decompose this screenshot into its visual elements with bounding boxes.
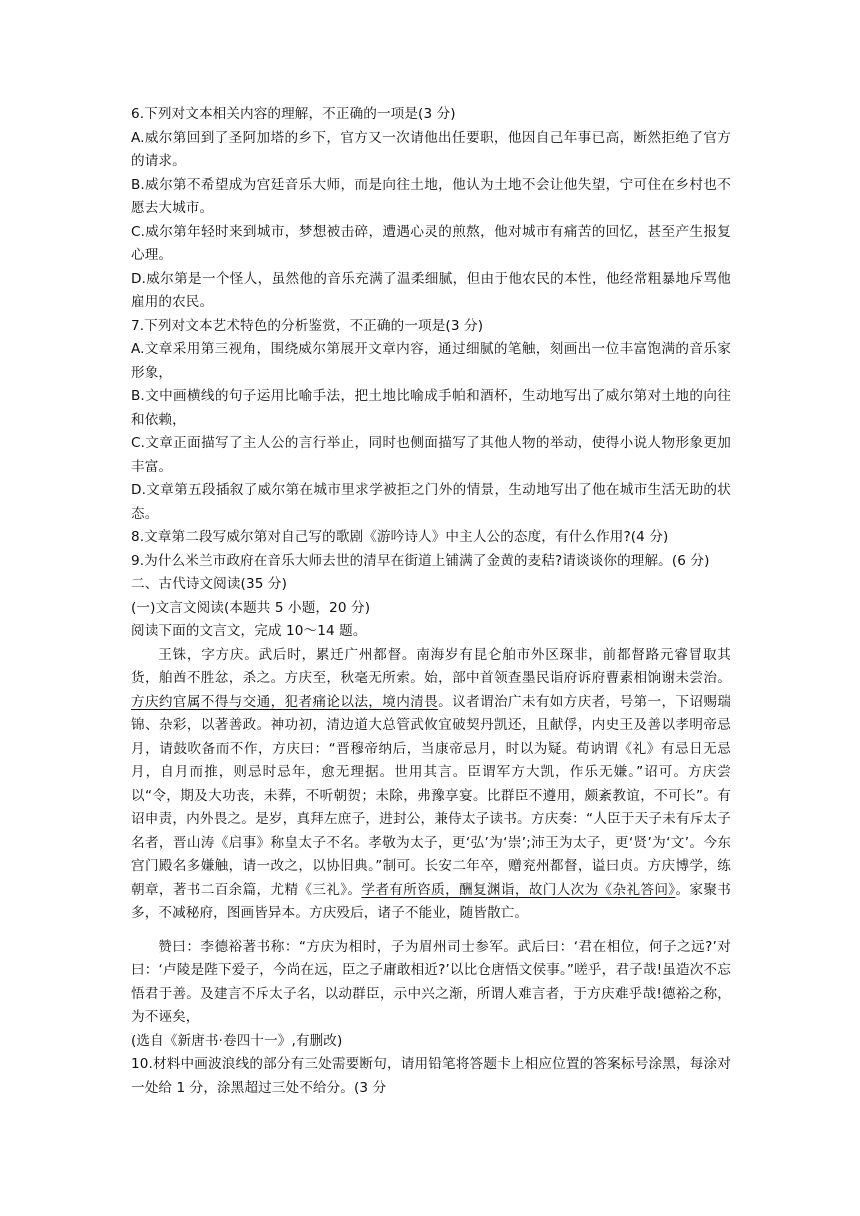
question-8: 8.文章第二段写威尔第对自己写的歌剧《游吟诗人》中主人公的态度，有什么作用?(4 分)	[131, 529, 669, 545]
question-9: 9.为什么米兰市政府在音乐大师去世的清早在街道上铺满了金黄的麦秸?请谈谈你的理解。(6 分)	[131, 552, 710, 569]
subsection-heading: (一)文言文阅读(本题共 5 小题，20 分)	[131, 599, 371, 616]
question-7-option-d: D.文章第五段插叙了威尔第在城市里求学被拒之门外的情景，生动地写出了他在城市生活无助的状态。	[131, 482, 731, 522]
passage-source: (选自《新唐书·卷四十一》,有删改)	[131, 1032, 343, 1049]
reading-instruction: 阅读下面的文言文，完成 10～14 题。	[131, 623, 367, 639]
question-7-option-b: B.文中画横线的句子运用比喻手法，把土地比喻成手帕和酒杯，生动地写出了威尔第对土地的向往和依赖，	[131, 388, 731, 428]
question-6-option-b: B.威尔第不希望成为宫廷音乐大师，而是向往土地，他认为土地不会让他失望，宁可住在乡村也不愿去大城市。	[131, 176, 731, 216]
question-6-option-c: C.威尔第年轻时来到城市，梦想被击碎，遭遇心灵的煎熬，他对城市有痛苦的回忆，甚至产生报复心理。	[131, 223, 731, 263]
question-6-stem: 6.下列对文本相关内容的理解，不正确的一项是(3 分)	[131, 106, 456, 122]
underlined-sentence-1: 方庆约官属不得与交通，犯者痛论以法，境内清畏	[131, 693, 439, 710]
question-7-option-c: C.文章正面描写了主人公的言行举止，同时也侧面描写了其他人物的举动，使得小说人物形象更加丰富。	[131, 435, 731, 475]
passage-text-1: 王铢，字方庆。武后时，累迁广州都督。南海岁有昆仑舶市外区琛非，前都督路元睿冒取其货，舶酋不胜忿，杀之。方庆至，秋毫无所索。始，部中首领查墨民诣府诉府曹素相饷谢未尝治。	[131, 646, 731, 686]
document-content	[131, 103, 731, 1100]
passage-text-3: 。家聚书多，不减秘府，图画皆异本。方庆殁后，诸子不能业，随皆散亡。	[131, 881, 731, 921]
question-7-option-a: A.文章采用第三视角，围绕威尔第展开文章内容，通过细腻的笔触，刻画出一位丰富饱满的音乐家形象，	[131, 341, 731, 381]
classical-passage	[131, 644, 731, 926]
underlined-sentence-2: 学者有所咨质，酬复渊诣，故门人次为《杂礼答问》	[361, 881, 676, 898]
commentary-paragraph: 赞曰：李德裕著书称：“方庆为相时，子为眉州司士参军。武后曰：‘君在相位，何子之远?’对曰：‘卢陵是陛下爱子，今尚在远，臣之子庸敢相近?’以比仓唐悟文侯事。”嗟乎，君子哉!虽造次不忘悟君于善。及建言不斥太子名，以动群臣，示中兴之渐，所谓人难言者，于方庆难乎哉!德裕之称，为不诬矣，	[131, 938, 731, 1025]
section-heading: 二、古代诗文阅读(35 分)	[131, 576, 287, 592]
passage-text-2: 。议者谓治广未有如方庆者，号第一，下诏赐瑞锦、杂彩，以著善政。神功初，清边道大总管武攸宜破契丹凯还，且献俘，内史王及善以孝明帝忌月，请鼓吹备而不作，方庆曰：“晋穆帝纳后，当康帝忌月，时以为疑。荀讷谓《礼》有忌日无忌月，自月而推，则忌时忌年，愈无理据。世用其言。臣谓军方大凯，作乐无嫌。”诏可。方庆尝以“令，期及大功丧，未葬，不听朝贺；未除，弗豫享宴。比群臣不遵用，颇紊教谊，不可长”。有诏申责，内外畏之。是岁，真拜左庶子，进封公，兼侍太子读书。方庆奏：“人臣于天子未有斥太子名者，晋山涛《启事》称皇太子不名。孝敬为太子，更‘弘’为‘崇’;沛王为太子，更‘贤’为‘文’。今东宫门殿名多嫌触，请一改之，以协旧典。”制可。长安二年卒，赠兖州都督，谥曰贞。方庆博学，练朝章，著书二百余篇，尤精《三礼》。	[131, 693, 731, 898]
question-10: 10.材料中画波浪线的部分有三处需要断句，请用铅笔将答题卡上相应位置的答案标号涂黑，每涂对一处给 1 分，涂黑超过三处不给分。(3 分	[131, 1056, 731, 1096]
question-6-option-d: D.威尔第是一个怪人，虽然他的音乐充满了温柔细腻，但由于他农民的本性，他经常粗暴地斥骂他雇用的农民。	[131, 270, 731, 310]
question-7-stem: 7.下列对文本艺术特色的分析鉴赏，不正确的一项是(3 分)	[131, 317, 484, 334]
question-6-option-a: A.威尔第回到了圣阿加塔的乡下，官方又一次请他出任要职，他因自己年事已高，断然拒绝了官方的请求。	[131, 129, 731, 169]
